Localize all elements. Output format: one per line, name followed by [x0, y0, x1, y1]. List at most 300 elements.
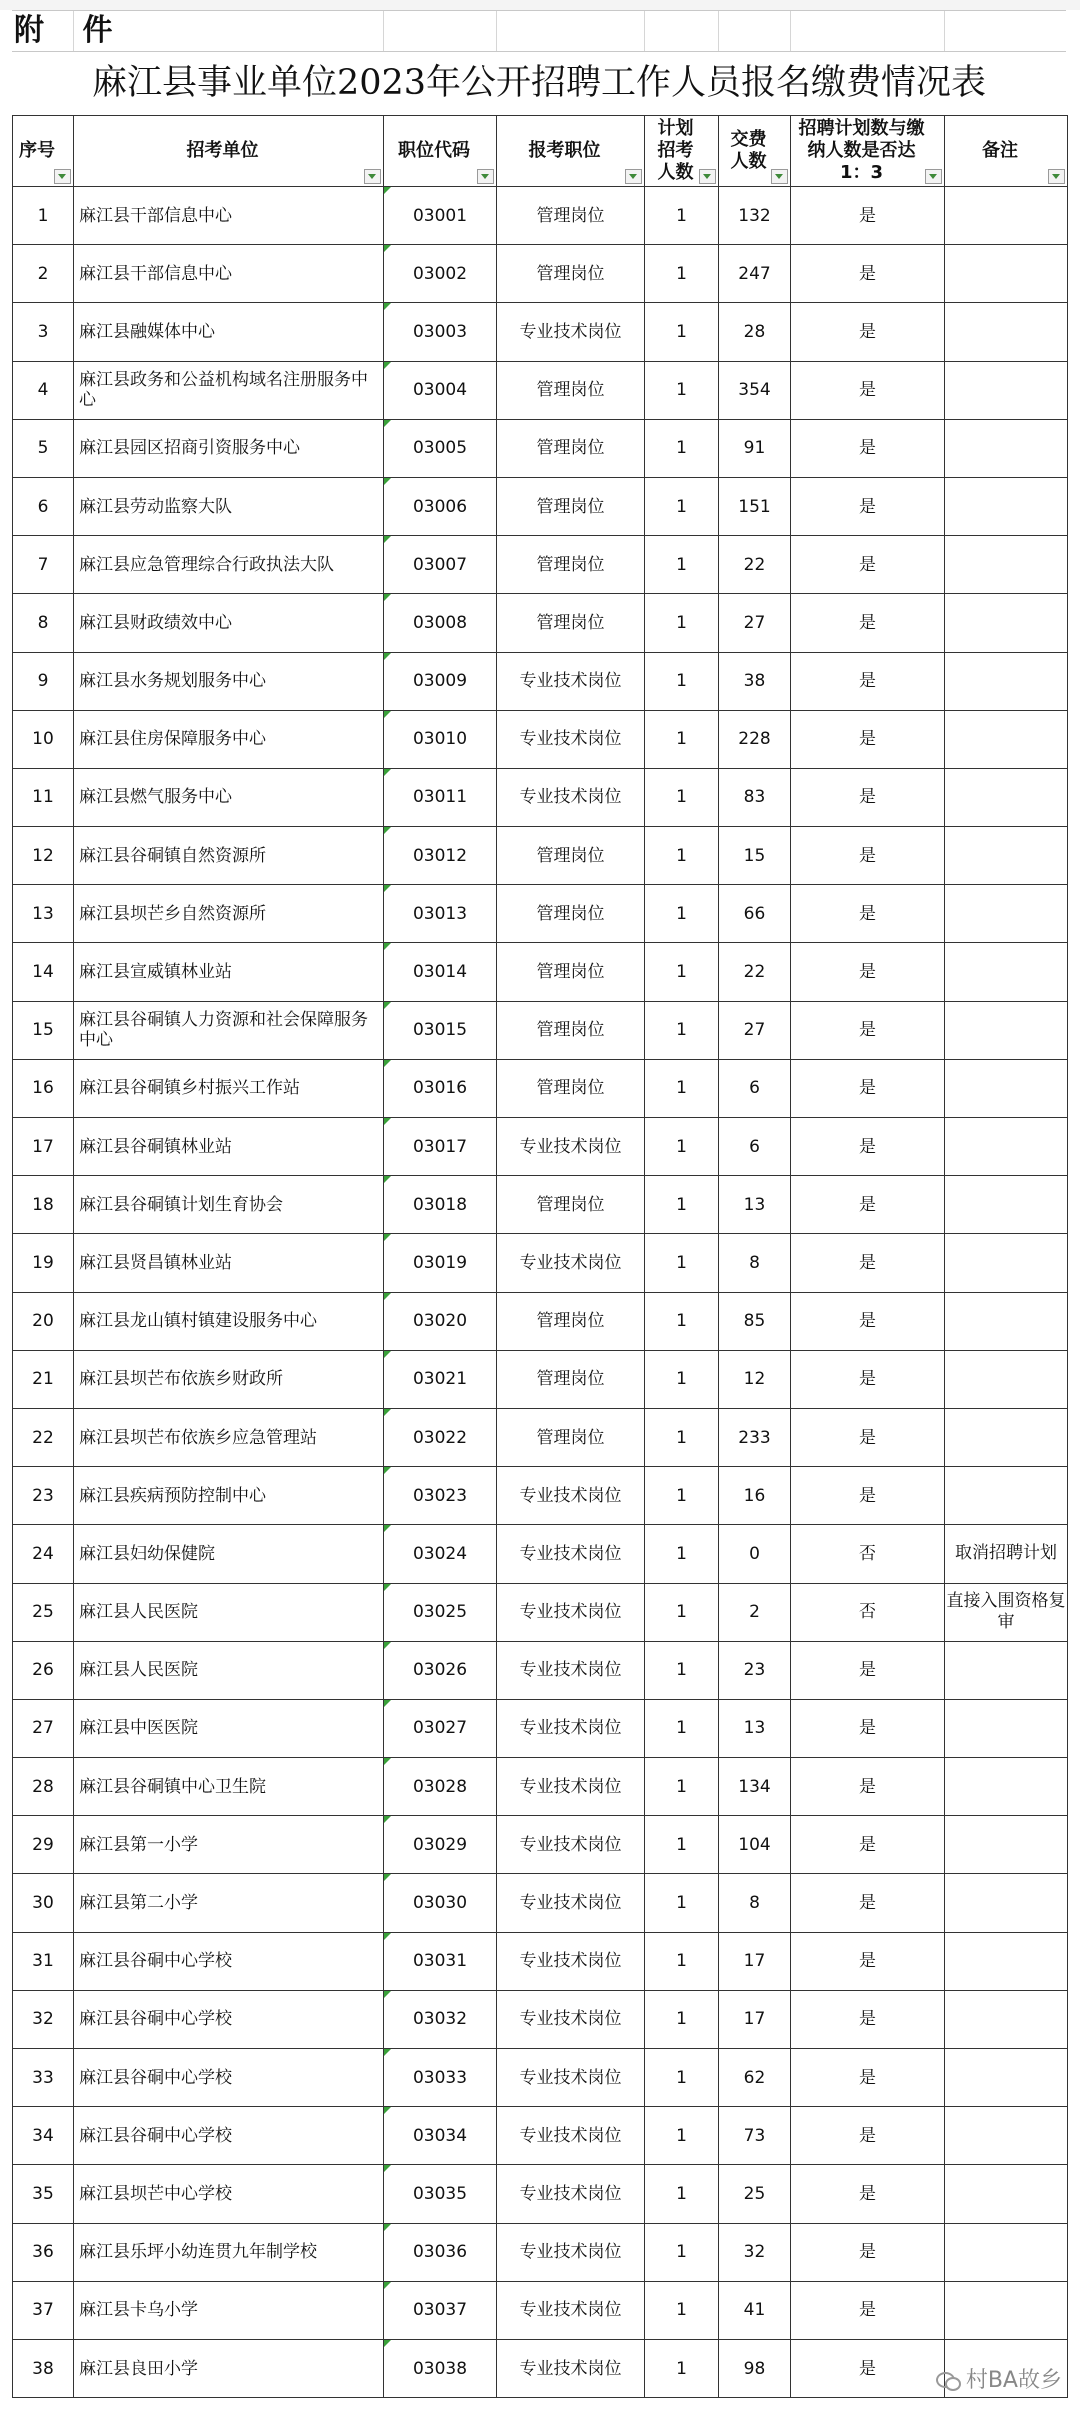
cell-unit[interactable]: 麻江县贤昌镇林业站 — [74, 1234, 384, 1292]
cell-code[interactable]: 03018 — [384, 1176, 497, 1234]
cell-paid[interactable]: 23 — [719, 1641, 791, 1699]
cell-seq[interactable]: 26 — [13, 1641, 74, 1699]
cell-position[interactable]: 管理岗位 — [497, 419, 645, 477]
cell-code[interactable]: 03016 — [384, 1059, 497, 1117]
cell-position[interactable]: 管理岗位 — [497, 187, 645, 245]
cell-unit[interactable]: 麻江县园区招商引资服务中心 — [74, 419, 384, 477]
cell-paid[interactable]: 25 — [719, 2165, 791, 2223]
cell-unit[interactable]: 麻江县乐坪小幼连贯九年制学校 — [74, 2223, 384, 2281]
cell-code[interactable]: 03010 — [384, 710, 497, 768]
cell-unit[interactable]: 麻江县龙山镇村镇建设服务中心 — [74, 1292, 384, 1350]
filter-dropdown-icon[interactable] — [54, 169, 71, 184]
cell-ratio[interactable]: 是 — [791, 710, 945, 768]
cell-paid[interactable]: 27 — [719, 1001, 791, 1059]
cell-code[interactable]: 03035 — [384, 2165, 497, 2223]
cell-code[interactable]: 03034 — [384, 2107, 497, 2165]
cell-plan[interactable]: 1 — [645, 2107, 719, 2165]
cell-plan[interactable]: 1 — [645, 1583, 719, 1641]
cell-code[interactable]: 03014 — [384, 943, 497, 1001]
cell-code[interactable]: 03024 — [384, 1525, 497, 1583]
cell-plan[interactable]: 1 — [645, 187, 719, 245]
cell-paid[interactable]: 247 — [719, 245, 791, 303]
cell-unit[interactable]: 麻江县人民医院 — [74, 1583, 384, 1641]
cell-paid[interactable]: 17 — [719, 1932, 791, 1990]
cell-seq[interactable]: 16 — [13, 1059, 74, 1117]
cell-code[interactable]: 03036 — [384, 2223, 497, 2281]
cell-note[interactable] — [945, 536, 1068, 594]
cell-code[interactable]: 03013 — [384, 885, 497, 943]
cell-seq[interactable]: 2 — [13, 245, 74, 303]
cell-unit[interactable]: 麻江县谷硐镇计划生育协会 — [74, 1176, 384, 1234]
cell-unit[interactable]: 麻江县水务规划服务中心 — [74, 652, 384, 710]
cell-seq[interactable]: 4 — [13, 361, 74, 419]
cell-note[interactable] — [945, 245, 1068, 303]
cell-note[interactable] — [945, 1350, 1068, 1408]
cell-note[interactable] — [945, 1059, 1068, 1117]
cell-note[interactable] — [945, 1816, 1068, 1874]
cell-ratio[interactable]: 是 — [791, 1350, 945, 1408]
cell-position[interactable]: 管理岗位 — [497, 827, 645, 885]
cell-note[interactable] — [945, 2165, 1068, 2223]
cell-seq[interactable]: 3 — [13, 303, 74, 361]
cell-paid[interactable]: 132 — [719, 187, 791, 245]
cell-ratio[interactable]: 是 — [791, 885, 945, 943]
cell-unit[interactable]: 麻江县中医医院 — [74, 1699, 384, 1757]
cell-unit[interactable]: 麻江县妇幼保健院 — [74, 1525, 384, 1583]
cell-plan[interactable]: 1 — [645, 1874, 719, 1932]
cell-plan[interactable]: 1 — [645, 1990, 719, 2048]
cell-ratio[interactable]: 是 — [791, 419, 945, 477]
cell-unit[interactable]: 麻江县政务和公益机构域名注册服务中心 — [74, 361, 384, 419]
cell-plan[interactable]: 1 — [645, 1467, 719, 1525]
cell-position[interactable]: 专业技术岗位 — [497, 2165, 645, 2223]
cell-plan[interactable]: 1 — [645, 1292, 719, 1350]
cell-note[interactable] — [945, 827, 1068, 885]
cell-paid[interactable]: 98 — [719, 2339, 791, 2397]
cell-unit[interactable]: 麻江县第二小学 — [74, 1874, 384, 1932]
cell-note[interactable]: 直接入围资格复审 — [945, 1583, 1068, 1641]
cell-plan[interactable]: 1 — [645, 303, 719, 361]
cell-ratio[interactable]: 是 — [791, 1059, 945, 1117]
cell-ratio[interactable]: 否 — [791, 1525, 945, 1583]
cell-plan[interactable]: 1 — [645, 1001, 719, 1059]
filter-dropdown-icon[interactable] — [771, 169, 788, 184]
cell-note[interactable] — [945, 2223, 1068, 2281]
cell-code[interactable]: 03001 — [384, 187, 497, 245]
filter-dropdown-icon[interactable] — [699, 169, 716, 184]
cell-unit[interactable]: 麻江县坝芒布依族乡应急管理站 — [74, 1408, 384, 1466]
cell-seq[interactable]: 22 — [13, 1408, 74, 1466]
cell-note[interactable] — [945, 1874, 1068, 1932]
cell-code[interactable]: 03009 — [384, 652, 497, 710]
cell-paid[interactable]: 151 — [719, 477, 791, 535]
cell-position[interactable]: 专业技术岗位 — [497, 1525, 645, 1583]
cell-plan[interactable]: 1 — [645, 536, 719, 594]
cell-seq[interactable]: 33 — [13, 2049, 74, 2107]
cell-note[interactable] — [945, 1758, 1068, 1816]
cell-position[interactable]: 专业技术岗位 — [497, 2223, 645, 2281]
cell-unit[interactable]: 麻江县干部信息中心 — [74, 245, 384, 303]
cell-paid[interactable]: 62 — [719, 2049, 791, 2107]
cell-plan[interactable]: 1 — [645, 1059, 719, 1117]
cell-seq[interactable]: 12 — [13, 827, 74, 885]
cell-unit[interactable]: 麻江县谷硐镇乡村振兴工作站 — [74, 1059, 384, 1117]
cell-position[interactable]: 管理岗位 — [497, 594, 645, 652]
cell-note[interactable] — [945, 187, 1068, 245]
cell-seq[interactable]: 38 — [13, 2339, 74, 2397]
cell-position[interactable]: 专业技术岗位 — [497, 1234, 645, 1292]
cell-plan[interactable]: 1 — [645, 827, 719, 885]
cell-ratio[interactable]: 是 — [791, 2049, 945, 2107]
cell-paid[interactable]: 27 — [719, 594, 791, 652]
cell-code[interactable]: 03015 — [384, 1001, 497, 1059]
cell-code[interactable]: 03008 — [384, 594, 497, 652]
cell-note[interactable] — [945, 1467, 1068, 1525]
cell-note[interactable] — [945, 1118, 1068, 1176]
cell-ratio[interactable]: 是 — [791, 1990, 945, 2048]
cell-note[interactable] — [945, 303, 1068, 361]
cell-ratio[interactable]: 是 — [791, 245, 945, 303]
cell-plan[interactable]: 1 — [645, 1932, 719, 1990]
cell-paid[interactable]: 0 — [719, 1525, 791, 1583]
cell-paid[interactable]: 13 — [719, 1176, 791, 1234]
cell-paid[interactable]: 41 — [719, 2281, 791, 2339]
cell-seq[interactable]: 15 — [13, 1001, 74, 1059]
cell-position[interactable]: 管理岗位 — [497, 477, 645, 535]
cell-note[interactable] — [945, 2107, 1068, 2165]
cell-plan[interactable]: 1 — [645, 594, 719, 652]
cell-note[interactable] — [945, 419, 1068, 477]
cell-code[interactable]: 03007 — [384, 536, 497, 594]
cell-ratio[interactable]: 是 — [791, 1699, 945, 1757]
cell-ratio[interactable]: 是 — [791, 1758, 945, 1816]
cell-unit[interactable]: 麻江县谷硐镇中心卫生院 — [74, 1758, 384, 1816]
cell-plan[interactable]: 1 — [645, 1525, 719, 1583]
cell-ratio[interactable]: 是 — [791, 652, 945, 710]
filter-dropdown-icon[interactable] — [1048, 169, 1065, 184]
cell-position[interactable]: 专业技术岗位 — [497, 768, 645, 826]
cell-position[interactable]: 专业技术岗位 — [497, 1816, 645, 1874]
cell-code[interactable]: 03027 — [384, 1699, 497, 1757]
cell-paid[interactable]: 6 — [719, 1059, 791, 1117]
cell-ratio[interactable]: 是 — [791, 1408, 945, 1466]
cell-unit[interactable]: 麻江县住房保障服务中心 — [74, 710, 384, 768]
filter-dropdown-icon[interactable] — [477, 169, 494, 184]
cell-position[interactable]: 专业技术岗位 — [497, 1641, 645, 1699]
cell-ratio[interactable]: 是 — [791, 2165, 945, 2223]
cell-code[interactable]: 03025 — [384, 1583, 497, 1641]
cell-seq[interactable]: 8 — [13, 594, 74, 652]
cell-note[interactable] — [945, 1641, 1068, 1699]
cell-seq[interactable]: 6 — [13, 477, 74, 535]
cell-note[interactable] — [945, 1932, 1068, 1990]
cell-paid[interactable]: 83 — [719, 768, 791, 826]
cell-position[interactable]: 专业技术岗位 — [497, 652, 645, 710]
cell-plan[interactable]: 1 — [645, 2165, 719, 2223]
cell-plan[interactable]: 1 — [645, 710, 719, 768]
cell-ratio[interactable]: 是 — [791, 1641, 945, 1699]
cell-seq[interactable]: 32 — [13, 1990, 74, 2048]
cell-unit[interactable]: 麻江县第一小学 — [74, 1816, 384, 1874]
cell-plan[interactable]: 1 — [645, 1350, 719, 1408]
cell-plan[interactable]: 1 — [645, 2223, 719, 2281]
cell-ratio[interactable]: 是 — [791, 768, 945, 826]
cell-paid[interactable]: 28 — [719, 303, 791, 361]
cell-seq[interactable]: 10 — [13, 710, 74, 768]
cell-ratio[interactable]: 是 — [791, 1816, 945, 1874]
cell-note[interactable] — [945, 1001, 1068, 1059]
cell-note[interactable] — [945, 943, 1068, 1001]
cell-unit[interactable]: 麻江县谷硐中心学校 — [74, 1932, 384, 1990]
cell-code[interactable]: 03038 — [384, 2339, 497, 2397]
cell-paid[interactable]: 22 — [719, 943, 791, 1001]
cell-paid[interactable]: 6 — [719, 1118, 791, 1176]
cell-position[interactable]: 管理岗位 — [497, 885, 645, 943]
cell-position[interactable]: 管理岗位 — [497, 536, 645, 594]
cell-position[interactable]: 专业技术岗位 — [497, 303, 645, 361]
cell-code[interactable]: 03023 — [384, 1467, 497, 1525]
cell-paid[interactable]: 22 — [719, 536, 791, 594]
cell-position[interactable]: 管理岗位 — [497, 1408, 645, 1466]
cell-plan[interactable]: 1 — [645, 1758, 719, 1816]
cell-ratio[interactable]: 是 — [791, 943, 945, 1001]
cell-code[interactable]: 03012 — [384, 827, 497, 885]
cell-seq[interactable]: 23 — [13, 1467, 74, 1525]
cell-unit[interactable]: 麻江县坝芒乡自然资源所 — [74, 885, 384, 943]
cell-ratio[interactable]: 是 — [791, 2339, 945, 2397]
cell-unit[interactable]: 麻江县燃气服务中心 — [74, 768, 384, 826]
cell-plan[interactable]: 1 — [645, 1118, 719, 1176]
cell-code[interactable]: 03002 — [384, 245, 497, 303]
cell-plan[interactable]: 1 — [645, 245, 719, 303]
cell-paid[interactable]: 233 — [719, 1408, 791, 1466]
cell-ratio[interactable]: 是 — [791, 477, 945, 535]
cell-paid[interactable]: 104 — [719, 1816, 791, 1874]
cell-plan[interactable]: 1 — [645, 1816, 719, 1874]
cell-position[interactable]: 专业技术岗位 — [497, 2107, 645, 2165]
cell-unit[interactable]: 麻江县疾病预防控制中心 — [74, 1467, 384, 1525]
cell-code[interactable]: 03029 — [384, 1816, 497, 1874]
cell-plan[interactable]: 1 — [645, 419, 719, 477]
cell-seq[interactable]: 19 — [13, 1234, 74, 1292]
cell-paid[interactable]: 85 — [719, 1292, 791, 1350]
cell-seq[interactable]: 13 — [13, 885, 74, 943]
cell-plan[interactable]: 1 — [645, 652, 719, 710]
cell-paid[interactable]: 17 — [719, 1990, 791, 2048]
cell-paid[interactable]: 8 — [719, 1234, 791, 1292]
cell-ratio[interactable]: 否 — [791, 1583, 945, 1641]
cell-ratio[interactable]: 是 — [791, 1118, 945, 1176]
cell-paid[interactable]: 91 — [719, 419, 791, 477]
cell-ratio[interactable]: 是 — [791, 1001, 945, 1059]
cell-seq[interactable]: 11 — [13, 768, 74, 826]
cell-note[interactable] — [945, 710, 1068, 768]
cell-note[interactable] — [945, 1292, 1068, 1350]
cell-code[interactable]: 03033 — [384, 2049, 497, 2107]
cell-paid[interactable]: 16 — [719, 1467, 791, 1525]
cell-unit[interactable]: 麻江县谷硐镇林业站 — [74, 1118, 384, 1176]
cell-paid[interactable]: 228 — [719, 710, 791, 768]
cell-plan[interactable]: 1 — [645, 1408, 719, 1466]
cell-note[interactable] — [945, 768, 1068, 826]
cell-unit[interactable]: 麻江县卡乌小学 — [74, 2281, 384, 2339]
cell-position[interactable]: 管理岗位 — [497, 1001, 645, 1059]
cell-unit[interactable]: 麻江县应急管理综合行政执法大队 — [74, 536, 384, 594]
cell-plan[interactable]: 1 — [645, 2281, 719, 2339]
cell-position[interactable]: 管理岗位 — [497, 245, 645, 303]
cell-paid[interactable]: 12 — [719, 1350, 791, 1408]
cell-paid[interactable]: 13 — [719, 1699, 791, 1757]
cell-ratio[interactable]: 是 — [791, 1874, 945, 1932]
cell-position[interactable]: 专业技术岗位 — [497, 1118, 645, 1176]
cell-seq[interactable]: 7 — [13, 536, 74, 594]
cell-unit[interactable]: 麻江县干部信息中心 — [74, 187, 384, 245]
cell-position[interactable]: 专业技术岗位 — [497, 710, 645, 768]
cell-unit[interactable]: 麻江县谷硐中心学校 — [74, 2049, 384, 2107]
cell-ratio[interactable]: 是 — [791, 1932, 945, 1990]
cell-seq[interactable]: 24 — [13, 1525, 74, 1583]
cell-unit[interactable]: 麻江县宣威镇林业站 — [74, 943, 384, 1001]
cell-seq[interactable]: 31 — [13, 1932, 74, 1990]
cell-code[interactable]: 03030 — [384, 1874, 497, 1932]
cell-ratio[interactable]: 是 — [791, 2223, 945, 2281]
cell-seq[interactable]: 17 — [13, 1118, 74, 1176]
cell-seq[interactable]: 37 — [13, 2281, 74, 2339]
cell-unit[interactable]: 麻江县财政绩效中心 — [74, 594, 384, 652]
cell-code[interactable]: 03019 — [384, 1234, 497, 1292]
cell-note[interactable] — [945, 1408, 1068, 1466]
cell-code[interactable]: 03021 — [384, 1350, 497, 1408]
cell-paid[interactable]: 66 — [719, 885, 791, 943]
cell-ratio[interactable]: 是 — [791, 827, 945, 885]
cell-plan[interactable]: 1 — [645, 477, 719, 535]
cell-code[interactable]: 03017 — [384, 1118, 497, 1176]
cell-note[interactable] — [945, 2049, 1068, 2107]
cell-paid[interactable]: 2 — [719, 1583, 791, 1641]
cell-ratio[interactable]: 是 — [791, 1467, 945, 1525]
cell-position[interactable]: 管理岗位 — [497, 1350, 645, 1408]
cell-unit[interactable]: 麻江县坝芒中心学校 — [74, 2165, 384, 2223]
cell-plan[interactable]: 1 — [645, 2049, 719, 2107]
cell-note[interactable] — [945, 652, 1068, 710]
cell-ratio[interactable]: 是 — [791, 2107, 945, 2165]
cell-seq[interactable]: 20 — [13, 1292, 74, 1350]
cell-paid[interactable]: 32 — [719, 2223, 791, 2281]
cell-code[interactable]: 03032 — [384, 1990, 497, 2048]
cell-plan[interactable]: 1 — [645, 1176, 719, 1234]
cell-plan[interactable]: 1 — [645, 1641, 719, 1699]
cell-plan[interactable]: 1 — [645, 943, 719, 1001]
cell-position[interactable]: 专业技术岗位 — [497, 1467, 645, 1525]
cell-ratio[interactable]: 是 — [791, 187, 945, 245]
cell-code[interactable]: 03005 — [384, 419, 497, 477]
cell-note[interactable] — [945, 1234, 1068, 1292]
cell-seq[interactable]: 29 — [13, 1816, 74, 1874]
cell-position[interactable]: 专业技术岗位 — [497, 1874, 645, 1932]
filter-dropdown-icon[interactable] — [925, 169, 942, 184]
cell-paid[interactable]: 73 — [719, 2107, 791, 2165]
cell-code[interactable]: 03031 — [384, 1932, 497, 1990]
cell-paid[interactable]: 134 — [719, 1758, 791, 1816]
cell-seq[interactable]: 28 — [13, 1758, 74, 1816]
cell-unit[interactable]: 麻江县坝芒布依族乡财政所 — [74, 1350, 384, 1408]
cell-paid[interactable]: 354 — [719, 361, 791, 419]
cell-ratio[interactable]: 是 — [791, 1176, 945, 1234]
cell-ratio[interactable]: 是 — [791, 594, 945, 652]
cell-seq[interactable]: 14 — [13, 943, 74, 1001]
cell-position[interactable]: 专业技术岗位 — [497, 1932, 645, 1990]
cell-seq[interactable]: 34 — [13, 2107, 74, 2165]
cell-unit[interactable]: 麻江县谷硐镇人力资源和社会保障服务中心 — [74, 1001, 384, 1059]
cell-code[interactable]: 03020 — [384, 1292, 497, 1350]
cell-unit[interactable]: 麻江县劳动监察大队 — [74, 477, 384, 535]
cell-note[interactable] — [945, 594, 1068, 652]
cell-position[interactable]: 专业技术岗位 — [497, 2281, 645, 2339]
cell-seq[interactable]: 1 — [13, 187, 74, 245]
cell-position[interactable]: 管理岗位 — [497, 943, 645, 1001]
cell-seq[interactable]: 25 — [13, 1583, 74, 1641]
cell-position[interactable]: 专业技术岗位 — [497, 1758, 645, 1816]
cell-unit[interactable]: 麻江县谷硐中心学校 — [74, 2107, 384, 2165]
filter-dropdown-icon[interactable] — [364, 169, 381, 184]
cell-code[interactable]: 03022 — [384, 1408, 497, 1466]
cell-paid[interactable]: 15 — [719, 827, 791, 885]
cell-position[interactable]: 专业技术岗位 — [497, 1990, 645, 2048]
cell-position[interactable]: 管理岗位 — [497, 361, 645, 419]
cell-plan[interactable]: 1 — [645, 1234, 719, 1292]
cell-seq[interactable]: 9 — [13, 652, 74, 710]
cell-note[interactable] — [945, 477, 1068, 535]
cell-ratio[interactable]: 是 — [791, 1234, 945, 1292]
cell-code[interactable]: 03004 — [384, 361, 497, 419]
filter-dropdown-icon[interactable] — [625, 169, 642, 184]
cell-note[interactable]: 取消招聘计划 — [945, 1525, 1068, 1583]
cell-plan[interactable]: 1 — [645, 361, 719, 419]
cell-unit[interactable]: 麻江县良田小学 — [74, 2339, 384, 2397]
cell-position[interactable]: 专业技术岗位 — [497, 2049, 645, 2107]
cell-ratio[interactable]: 是 — [791, 2281, 945, 2339]
cell-code[interactable]: 03026 — [384, 1641, 497, 1699]
cell-code[interactable]: 03028 — [384, 1758, 497, 1816]
cell-code[interactable]: 03003 — [384, 303, 497, 361]
cell-unit[interactable]: 麻江县谷硐中心学校 — [74, 1990, 384, 2048]
cell-plan[interactable]: 1 — [645, 768, 719, 826]
cell-position[interactable]: 专业技术岗位 — [497, 2339, 645, 2397]
cell-unit[interactable]: 麻江县融媒体中心 — [74, 303, 384, 361]
cell-ratio[interactable]: 是 — [791, 536, 945, 594]
cell-code[interactable]: 03037 — [384, 2281, 497, 2339]
cell-ratio[interactable]: 是 — [791, 361, 945, 419]
cell-seq[interactable]: 30 — [13, 1874, 74, 1932]
cell-unit[interactable]: 麻江县人民医院 — [74, 1641, 384, 1699]
cell-note[interactable] — [945, 1699, 1068, 1757]
cell-seq[interactable]: 27 — [13, 1699, 74, 1757]
cell-paid[interactable]: 38 — [719, 652, 791, 710]
cell-seq[interactable]: 18 — [13, 1176, 74, 1234]
cell-position[interactable]: 管理岗位 — [497, 1292, 645, 1350]
cell-plan[interactable]: 1 — [645, 2339, 719, 2397]
cell-unit[interactable]: 麻江县谷硐镇自然资源所 — [74, 827, 384, 885]
cell-seq[interactable]: 5 — [13, 419, 74, 477]
cell-note[interactable] — [945, 2281, 1068, 2339]
cell-ratio[interactable]: 是 — [791, 1292, 945, 1350]
cell-seq[interactable]: 21 — [13, 1350, 74, 1408]
cell-paid[interactable]: 8 — [719, 1874, 791, 1932]
cell-note[interactable] — [945, 885, 1068, 943]
cell-note[interactable] — [945, 1990, 1068, 2048]
cell-code[interactable]: 03011 — [384, 768, 497, 826]
cell-plan[interactable]: 1 — [645, 885, 719, 943]
